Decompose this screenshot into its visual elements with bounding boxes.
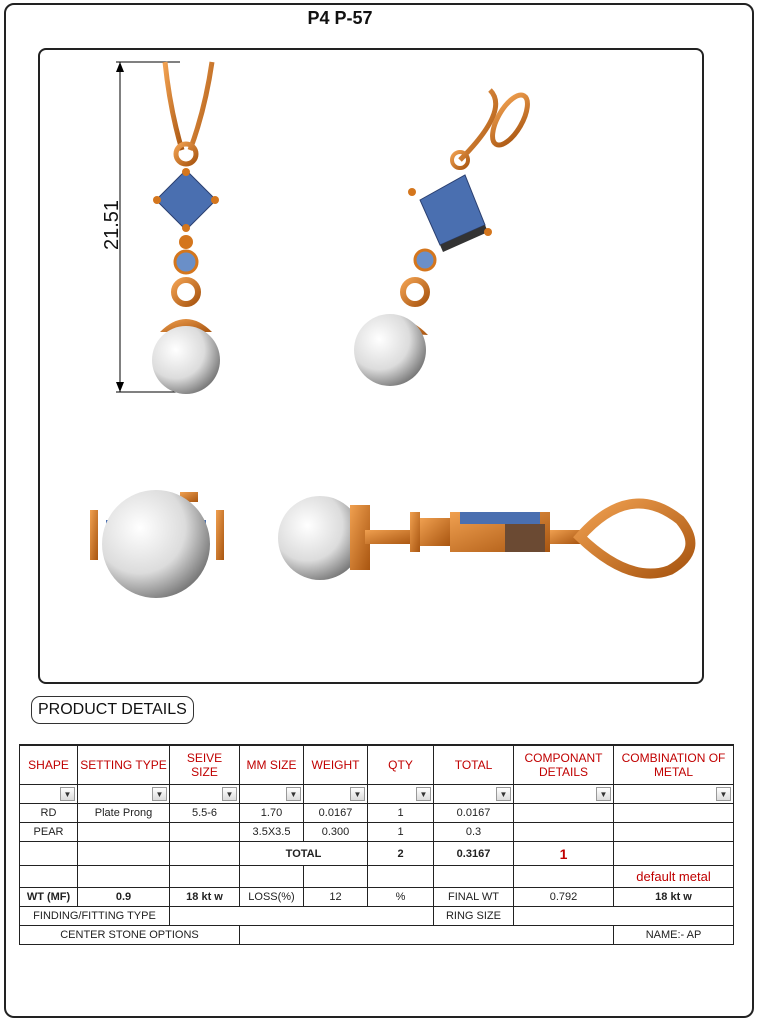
ring-size-label: RING SIZE: [434, 907, 514, 926]
filter-active-icon[interactable]: ▼: [496, 787, 511, 801]
center-stone-row: [20, 926, 734, 945]
dimension-label: 21.51: [101, 199, 123, 250]
product-details-table: [19, 744, 734, 945]
finding-label: FINDING/FITTING TYPE: [20, 907, 170, 926]
bottom-view: [278, 496, 690, 580]
filter-dropdown-icon[interactable]: ▼: [60, 787, 75, 801]
center-stone-label: CENTER STONE OPTIONS: [20, 926, 240, 945]
side-view: [354, 90, 534, 386]
filter-active-icon[interactable]: ▼: [416, 787, 431, 801]
dimension-arrow-top: [116, 62, 124, 72]
weight-row: WT (MF) 0.9 18 kt w LOSS(%) 12 % FINAL WT 0.792 18 kt w: [20, 888, 734, 907]
filter-dropdown-icon[interactable]: ▼: [716, 787, 731, 801]
round-stone: [175, 251, 197, 273]
header-component-details: COMPONANT DETAILS: [514, 745, 614, 785]
total-label: TOTAL: [240, 842, 368, 866]
total-row: [20, 842, 734, 866]
finding-row: [20, 907, 734, 926]
table-row: PEAR 3.5X3.5 0.300 1 0.3: [20, 823, 734, 842]
pearl: [152, 326, 220, 394]
header-total: TOTAL: [434, 745, 514, 785]
total-weight: 0.3167: [434, 842, 514, 866]
page-title: P4 P-57: [307, 8, 373, 28]
header-seive-size: SEIVE SIZE: [170, 745, 240, 785]
filter-dropdown-icon[interactable]: ▼: [222, 787, 237, 801]
default-metal-row: [20, 866, 734, 888]
filter-dropdown-icon[interactable]: ▼: [152, 787, 167, 801]
component-count: 1: [514, 842, 614, 866]
header-shape: SHAPE: [20, 745, 78, 785]
filter-dropdown-icon[interactable]: ▼: [596, 787, 611, 801]
header-setting-type: SETTING TYPE: [78, 745, 170, 785]
filter-dropdown-icon[interactable]: ▼: [286, 787, 301, 801]
top-view: [90, 490, 224, 598]
default-metal: default metal: [614, 866, 734, 888]
filter-dropdown-icon[interactable]: ▼: [350, 787, 365, 801]
square-stone: [156, 170, 216, 230]
name-label: NAME:- AP: [614, 926, 734, 945]
table-row: RD Plate Prong 5.5-6 1.70 0.0167 1 0.0167: [20, 804, 734, 823]
jewelry-drawing: [38, 48, 704, 684]
total-qty: 2: [368, 842, 434, 866]
front-view: [101, 62, 220, 394]
product-details-label: PRODUCT DETAILS: [31, 696, 194, 724]
dimension-arrow-bottom: [116, 382, 124, 392]
header-mm-size: MM SIZE: [240, 745, 304, 785]
header-qty: QTY: [368, 745, 434, 785]
header-combination-of-metal: COMBINATION OF METAL: [614, 745, 734, 785]
pendant-views: [40, 50, 704, 684]
header-weight: WEIGHT: [304, 745, 368, 785]
